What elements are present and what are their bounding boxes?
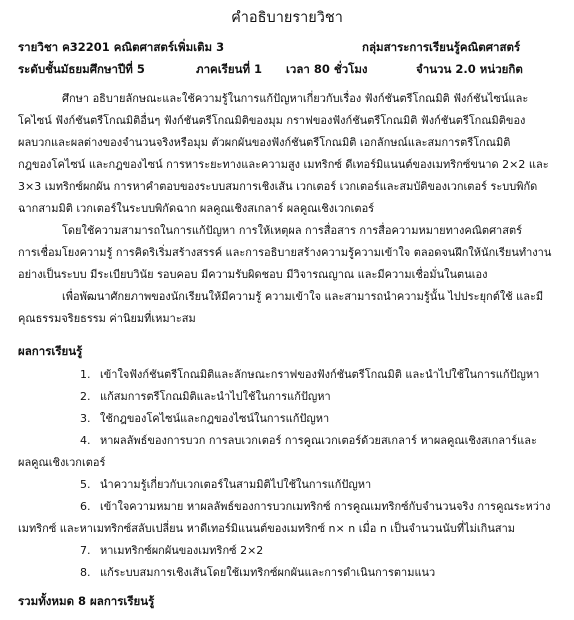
outcome-text: หาผลลัพธ์ของการบวก การลบเวกเตอร์ การคูณเวกเตอร์ด้วยสเกลาร์ หาผลคูณเชิงสเกลาร์และ (100, 434, 537, 447)
outcome-item (18, 540, 560, 562)
outcome-item (18, 562, 560, 584)
description-line: ศึกษา อธิบายลักษณะและใช้ความรู้ในการแก้ปัญหาเกี่ยวกับเรื่อง ฟังก์ชันตรีโกณมิติ ฟังก์ชันไซน์และ (62, 92, 529, 105)
page-title: คำอธิบายรายวิชา (231, 10, 343, 26)
outcome-number: 8. (80, 566, 91, 579)
description-line: เพื่อพัฒนาศักยภาพของนักเรียนให้มีความรู้ ความเข้าใจ และสามารถนำความรู้นั้น ไปประยุกต์ใช้ และมี (62, 290, 544, 303)
outcome-text: แก้สมการตรีโกณมิติและนำไปใช้ในการแก้ปัญหา (100, 390, 331, 403)
outcome-number: 5. (80, 478, 91, 491)
description-line: 3×3 เมทริกซ์ผกผัน การหาคำตอบของระบบสมการเชิงเส้น เวกเตอร์ เวกเตอร์และสมบัติของเวกเตอร์ ระบบพิกัด (18, 180, 538, 193)
course-code: รายวิชา ค32201 คณิตศาสตร์เพิ่มเติม 3 (18, 40, 225, 54)
outcome-item (18, 408, 560, 430)
outcome-text: แก้ระบบสมการเชิงเส้นโดยใช้เมทริกซ์ผกผันและการดำเนินการตามแนว (100, 566, 436, 579)
outcome-item (18, 496, 560, 518)
subject-group: กลุ่มสาระการเรียนรู้คณิตศาสตร์ (362, 40, 521, 54)
study-hours: เวลา 80 ชั่วโมง (286, 62, 368, 76)
outcome-number: 4. (80, 434, 91, 447)
outcome-text: ใช้กฎของโคไซน์และกฎของไซน์ในการแก้ปัญหา (100, 412, 330, 425)
description-line: ฉากสามมิติ เวกเตอร์ในระบบพิกัดฉาก ผลคูณเชิงสเกลาร์ ผลคูณเชิงเวกเตอร์ (18, 202, 375, 215)
outcome-number: 2. (80, 390, 91, 403)
outcome-continuation: เมทริกซ์ และหาเมทริกซ์สลับเปลี่ยน หาดีเทอร์มิแนนต์ของเมทริกซ์ n× n เมื่อ n เป็นจำนวนนับที่ไม่เกินสาม (18, 522, 515, 535)
course-info-row-1 (18, 38, 558, 56)
outcome-number: 3. (80, 412, 91, 425)
grade-level: ระดับชั้นมัธยมศึกษาปีที่ 5 (18, 62, 145, 76)
description-line: โดยใช้ความสามารถในการแก้ปัญหา การให้เหตุผล การสื่อสาร การสื่อความหมายทางคณิตศาสตร์ (62, 224, 522, 237)
outcome-continuation: ผลคูณเชิงเวกเตอร์ (18, 456, 106, 469)
description-line: อย่างเป็นระบบ มีระเบียบวินัย รอบคอบ มีความรับผิดชอบ มีวิจารณญาณ และมีความเชื่อมั่นในตนเอง (18, 268, 488, 281)
outcome-text: นำความรู้เกี่ยวกับเวกเตอร์ในสามมิติไปใช้ในการแก้ปัญหา (100, 478, 372, 491)
learning-outcomes-heading: ผลการเรียนรู้ (18, 344, 83, 358)
outcome-number: 1. (80, 368, 91, 381)
semester: ภาคเรียนที่ 1 (196, 62, 263, 76)
course-info-row-2 (18, 60, 558, 78)
outcome-item (18, 430, 560, 452)
outcome-text: เข้าใจความหมาย หาผลลัพธ์ของการบวกเมทริกซ์ การคูณเมทริกซ์กับจำนวนจริง การคูณระหว่าง (100, 500, 551, 513)
description-line: กฎของโคไซน์ และกฎของไซน์ การหาระยะทางและความสูง เมทริกซ์ ดีเทอร์มิแนนต์ของเมทริกซ์ขนาด 2×2 และ (18, 158, 549, 171)
description-line: โคไซน์ ฟังก์ชันตรีโกณมิติอื่นๆ ฟังก์ชันตรีโกณมิติของมุม กราฟของฟังก์ชันตรีโกณมิติ ฟังก์ชันตรีโกณมิติของ (18, 114, 526, 127)
description-line: ผลบวกและผลต่างของจำนวนจริงหรือมุม ตัวผกผันของฟังก์ชันตรีโกณมิติ เอกลักษณ์และสมการตรีโกณมิติ (18, 136, 511, 149)
outcome-item (18, 364, 560, 386)
outcome-text: เข้าใจฟังก์ชันตรีโกณมิติและลักษณะกราฟของฟังก์ชันตรีโกณมิติ และนำไปใช้ในการแก้ปัญหา (100, 368, 540, 381)
outcome-item (18, 474, 560, 496)
outcomes-total: รวมทั้งหมด 8 ผลการเรียนรู้ (18, 594, 155, 608)
description-line: การเชื่อมโยงความรู้ การคิดริเริ่มสร้างสรรค์ และการอธิบายสร้างความรู้ความเข้าใจ ตลอดจนฝึกให้นักเรียนทำงาน (18, 246, 552, 259)
credits: จำนวน 2.0 หน่วยกิต (416, 62, 523, 76)
outcome-number: 7. (80, 544, 91, 557)
outcome-text: หาเมทริกซ์ผกผันของเมทริกซ์ 2×2 (100, 544, 264, 557)
description-line: คุณธรรมจริยธรรม ค่านิยมที่เหมาะสม (18, 312, 196, 325)
outcome-item (18, 386, 560, 408)
outcome-number: 6. (80, 500, 91, 513)
